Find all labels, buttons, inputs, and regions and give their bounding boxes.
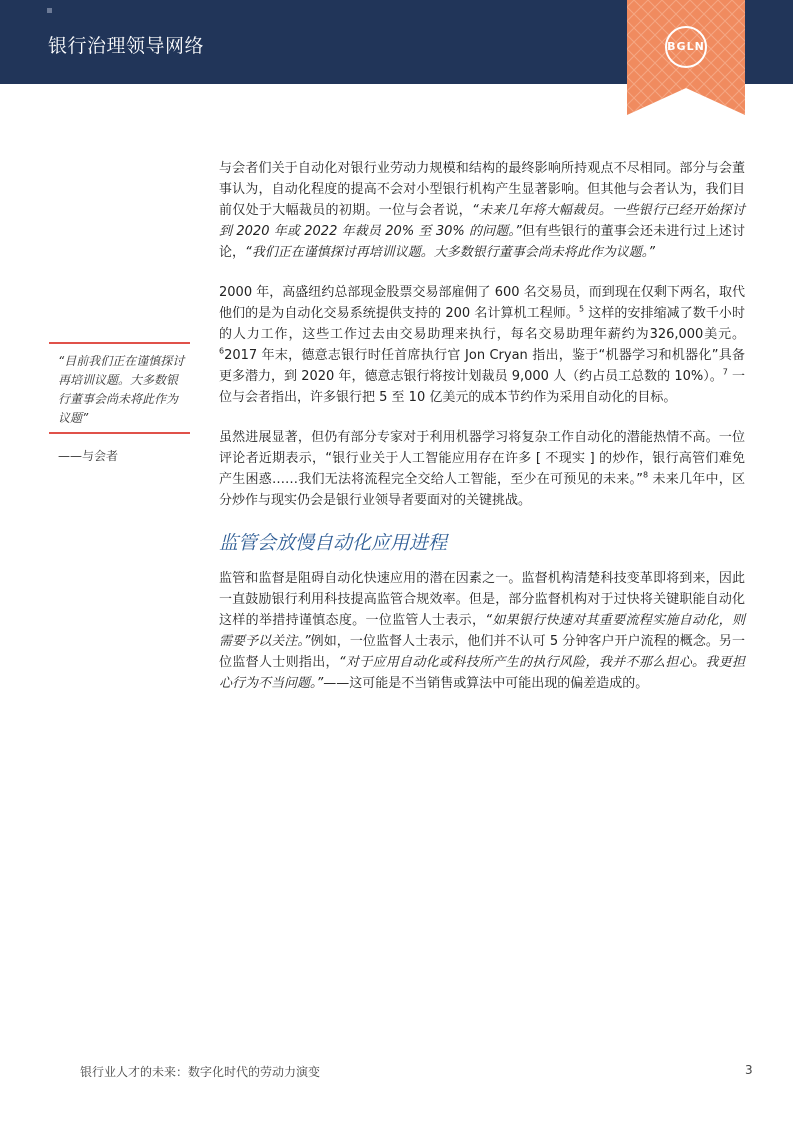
footnote-ref[interactable]: 7	[722, 367, 728, 377]
corner-mark	[47, 8, 52, 13]
paragraph-2: 2000 年，高盛纽约总部现金股票交易部雇佣了 600 名交易员，而到现在仅剩下两名，取代他们的是为自动化交易系统提供支持的 200 名计算机工程师。$^5$ 这样的安排缩减了数千小时的人力工作，这些工作过去由交易助理来执行，每名交易助理年薪约为326,000美元。$^6$2017 年末，德意志银行时任首席执行官 Jon Cryan 指出，鉴于“机器学习和机器化”具备更多潜力，到 2020 年，德意志银行将按计划裁员 9,000 人（约占员工总数的 10%）。$^7$ 一位与会者指出，许多银行把 5 至 10 亿美元的成本节约作为采用自动化的目标。	[219, 285, 746, 405]
footnote-ref[interactable]: 5	[578, 304, 585, 314]
pull-quote-top-rule	[49, 342, 190, 344]
footnote-ref[interactable]: 8	[643, 470, 649, 480]
paragraph-3: 虽然进展显著，但仍有部分专家对于利用机器学习将复杂工作自动化的潜能热情不高。一位评论者近期表示，“银行业关于人工智能应用存在许多 [ 不现实 ] 的炒作，银行高管们难免产生困惑……我们无法将流程完全交给人工智能，至少在可预见的未来。”$^8$ 未来几年中，区分炒作与现实仍会是银行业领导者要面对的关键挑战。	[219, 430, 745, 508]
header-title: 银行治理领导网络	[48, 35, 205, 57]
paragraph-1: 与会者们关于自动化对银行业劳动力规模和结构的最终影响所持观点不尽相同。部分与会董事认为，自动化程度的提高不会对小型银行机构产生显著影响。但其他与会者认为，我们目前仅处于大幅裁员的初期。一位与会者说，“未来几年将大幅裁员。一些银行已经开始探讨到 2020 年或 2022 年裁员 20% 至 30% 的问题。”但有些银行的董事会还未进行过上述讨论，“我们正在谨慎探讨再培训议题。大多数银行董事会尚未将此作为议题。”	[219, 161, 745, 260]
footnote-ref[interactable]: 6	[219, 346, 225, 356]
paragraph-4: 监管和监督是阻碍自动化快速应用的潜在因素之一。监督机构清楚科技变革即将到来，因此一直鼓励银行利用科技提高监管合规效率。但是，部分监督机构对于过快将关键职能自动化这样的举措持谨慎态度。一位监管人士表示，“如果银行快速对其重要流程实施自动化，则需要予以关注。”例如，一位监督人士表示，他们并不认可 5 分钟客户开户流程的概念。另一位监督人士则指出，“对于应用自动化或科技所产生的执行风险，我并不那么担心。我更担心行为不当问题。”——这可能是不当销售或算法中可能出现的偏差造成的。	[219, 571, 745, 691]
pull-quote-attribution: ——与会者	[58, 449, 119, 463]
main-column	[219, 158, 745, 713]
section-heading: 监管会放慢自动化应用进程	[219, 532, 448, 554]
bgln-logo-ribbon	[627, 0, 745, 115]
logo-text: BGLN	[667, 40, 705, 53]
footer-title: 银行业人才的未来：数字化时代的劳动力演变	[80, 1065, 321, 1079]
page-number: 3	[745, 1063, 753, 1077]
pull-quote: “目前我们正在谨慎探讨再培训议题。大多数银行董事会尚未将此作为议题”	[58, 354, 185, 425]
pull-quote-bottom-rule	[49, 432, 190, 434]
